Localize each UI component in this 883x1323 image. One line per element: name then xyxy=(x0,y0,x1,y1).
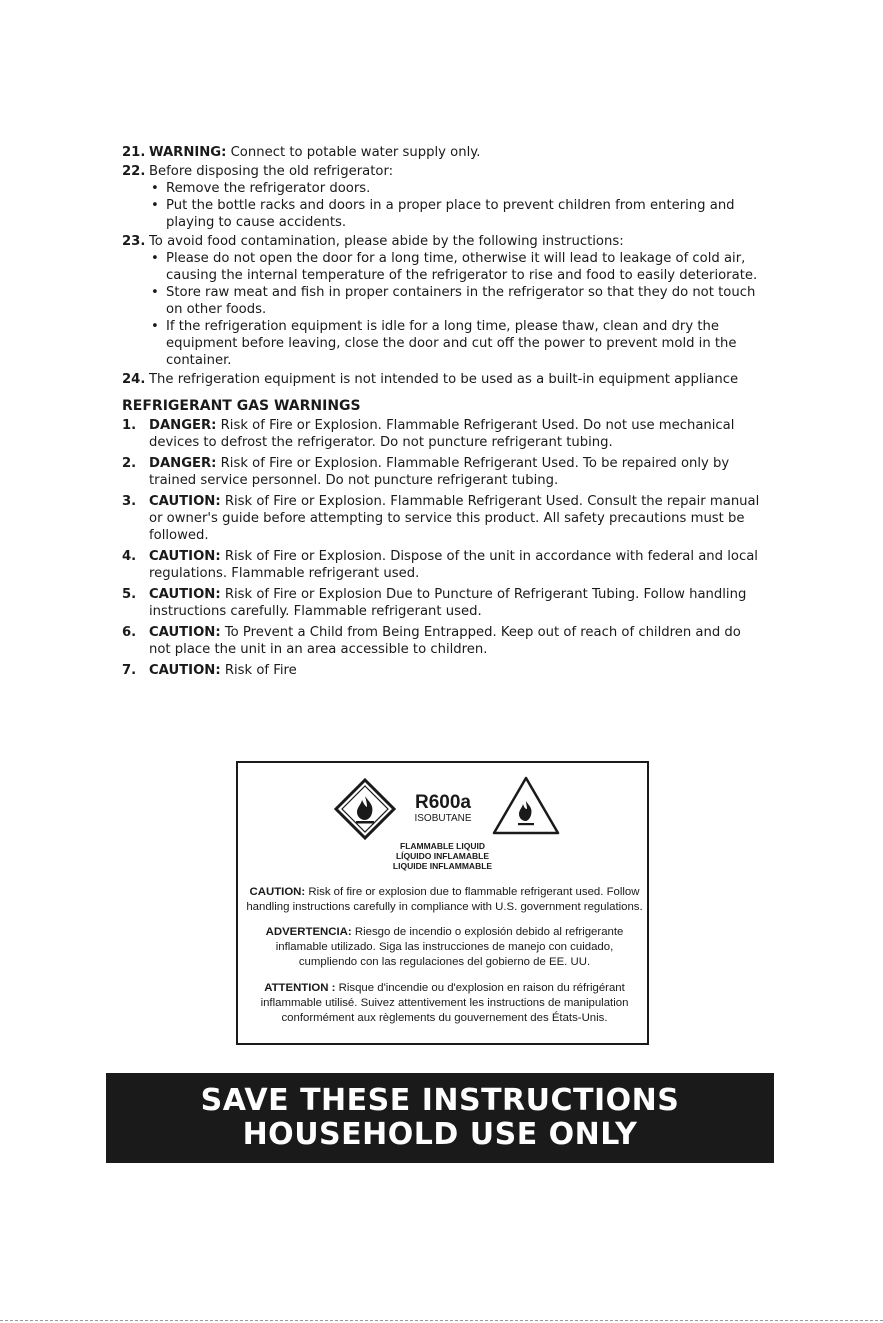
gas-warning-item xyxy=(122,455,762,489)
item-number: 24. xyxy=(122,372,146,387)
section-title: REFRIGERANT GAS WARNINGS xyxy=(122,398,361,414)
item-text: The refrigeration equipment is not intended to be used as a built-in equipment appliance xyxy=(149,372,739,387)
item-number: 3. xyxy=(122,494,137,509)
label-notice-english xyxy=(246,885,643,915)
gas-warning-item xyxy=(122,624,762,658)
flame-diamond-icon xyxy=(334,778,396,840)
item-keyword: CAUTION: xyxy=(149,625,221,640)
banner-line-2: HOUSEHOLD USE ONLY xyxy=(242,1117,638,1152)
instruction-item xyxy=(122,233,762,369)
item-keyword: DANGER: xyxy=(149,456,217,471)
item-number: 6. xyxy=(122,625,137,640)
item-text: Before disposing the old refrigerator: xyxy=(149,164,394,179)
item-text: Risk of Fire xyxy=(220,663,297,678)
item-number: 4. xyxy=(122,549,137,564)
banner-line-1: SAVE THESE INSTRUCTIONS xyxy=(200,1083,680,1118)
instructions-content xyxy=(122,144,762,683)
save-instructions-banner xyxy=(106,1073,774,1163)
item-number: 21. xyxy=(122,145,146,160)
notice-keyword: ADVERTENCIA: xyxy=(265,926,352,938)
flammable-line: LÍQUIDO INFLAMABLE xyxy=(395,851,490,861)
notice-keyword: ATTENTION : xyxy=(264,982,336,994)
gas-warning-item xyxy=(122,586,762,620)
item-text: To avoid food contamination, please abide by the following instructions: xyxy=(149,234,624,249)
bullet-list xyxy=(149,250,762,369)
instructions-list xyxy=(122,144,762,388)
instruction-item xyxy=(122,163,762,231)
label-notice-spanish xyxy=(246,925,643,970)
item-number: 5. xyxy=(122,587,137,602)
item-text: Risk of Fire or Explosion. Dispose of the unit in accordance with federal and local regulations. Flammable refrigerant used. xyxy=(149,549,758,581)
item-number: 1. xyxy=(122,418,137,433)
flammable-liquid-lines xyxy=(238,841,647,871)
item-keyword: CAUTION: xyxy=(149,549,221,564)
notice-text: Risk of fire or explosion due to flammable refrigerant used. Follow handling instructions carefully in compliance with U.S. government regulations. xyxy=(246,886,643,913)
bullet-item: • Put the bottle racks and doors in a proper place to prevent children from entering and playing to cause accidents. xyxy=(149,197,762,231)
flame-triangle-icon xyxy=(491,775,561,837)
item-text: Connect to potable water supply only. xyxy=(226,145,481,160)
refrigerant-warning-label xyxy=(236,761,649,1045)
gas-warning-item xyxy=(122,662,762,679)
item-keyword: CAUTION: xyxy=(149,494,221,509)
item-text: Risk of Fire or Explosion. Flammable Refrigerant Used. Do not use mechanical devices to defrost the refrigerator. Do not puncture refrigerant tubing. xyxy=(149,418,735,450)
notice-keyword: CAUTION: xyxy=(249,886,306,898)
item-keyword: DANGER: xyxy=(149,418,217,433)
gas-warnings-list xyxy=(122,417,762,679)
bullet-item: • Store raw meat and fish in proper containers in the refrigerator so that they do not touch on other foods. xyxy=(149,284,762,318)
gas-warning-item xyxy=(122,417,762,451)
notice-text: Risque d'incendie ou d'explosion en raison du réfrigérant inflammable utilisé. Suivez attentivement les instructions de manipulation conformément aux règlements du gouvernement des États-Unis. xyxy=(260,982,629,1024)
gas-warning-item xyxy=(122,548,762,582)
bullet-item: • If the refrigeration equipment is idle for a long time, please thaw, clean and dry the equipment before leaving, close the door and cut off the power to prevent mold in the container. xyxy=(149,318,762,369)
refrigerant-name: ISOBUTANE xyxy=(414,813,472,824)
flammable-line: FLAMMABLE LIQUID xyxy=(400,841,485,851)
bullet-item: • Please do not open the door for a long time, otherwise it will lead to leakage of cold air, causing the internal temperature of the refrigerator to rise and food to easily deteriorate. xyxy=(149,250,762,284)
flammable-line: LIQUIDE INFLAMMABLE xyxy=(392,861,493,871)
label-notice-french xyxy=(246,981,643,1026)
item-keyword: WARNING: xyxy=(149,145,227,160)
item-text: Risk of Fire or Explosion. Flammable Refrigerant Used. To be repaired only by trained service personnel. Do not puncture refrigerant tubing. xyxy=(149,456,730,488)
item-number: 23. xyxy=(122,234,146,249)
notice-text: Riesgo de incendio o explosión debido al refrigerante inflamable utilizado. Siga las instrucciones de manejo con cuidado, cumpliendo con las regulaciones del gobierno de EE. UU. xyxy=(275,926,624,968)
refrigerant-id xyxy=(398,793,488,825)
item-number: 22. xyxy=(122,164,146,179)
item-text: Risk of Fire or Explosion Due to Puncture of Refrigerant Tubing. Follow handling instructions carefully. Flammable refrigerant used. xyxy=(149,587,747,619)
page-trim-line xyxy=(0,1320,883,1321)
item-text: Risk of Fire or Explosion. Flammable Refrigerant Used. Consult the repair manual or owner's guide before attempting to service this product. All safety precautions must be followed. xyxy=(149,494,760,543)
item-keyword: CAUTION: xyxy=(149,587,221,602)
item-number: 2. xyxy=(122,456,137,471)
item-number: 7. xyxy=(122,663,137,678)
instruction-item xyxy=(122,144,762,161)
item-text: To Prevent a Child from Being Entrapped. Keep out of reach of children and do not place the unit in an area accessible to children. xyxy=(149,625,741,657)
bullet-item: • Remove the refrigerator doors. xyxy=(149,180,762,197)
gas-warning-item xyxy=(122,493,762,544)
item-keyword: CAUTION: xyxy=(149,663,221,678)
bullet-list xyxy=(149,180,762,231)
refrigerant-code: R600a xyxy=(415,792,471,813)
instruction-item xyxy=(122,371,762,388)
